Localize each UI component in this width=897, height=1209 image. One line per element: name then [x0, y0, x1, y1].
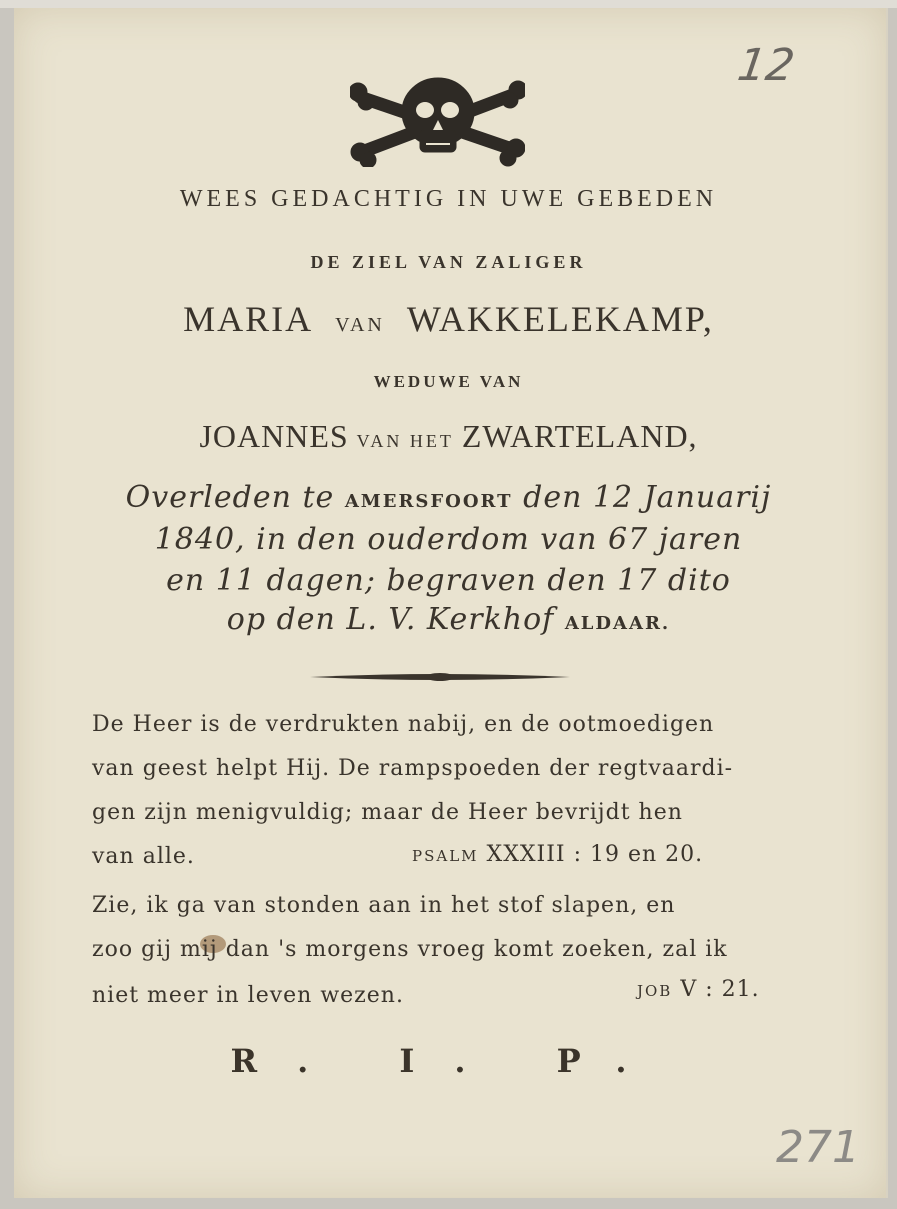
- skull-crossbones-icon: [350, 72, 525, 167]
- heading-soul: DE ZIEL VAN ZALIGER: [310, 252, 587, 272]
- psalm-line-2: van geest helpt Hij. De rampspoeden der regtvaardi-: [92, 756, 734, 781]
- rip-text: R. I. P.: [230, 1042, 667, 1080]
- death-line-1a: Overleden te: [125, 480, 335, 515]
- scan-edge: [0, 0, 897, 8]
- psalm-ref-verse: XXXIII : 19 en 20.: [486, 842, 704, 867]
- death-line-2: 1840, in den ouderdom van 67 jaren: [154, 522, 743, 557]
- deceased-van: VAN: [335, 314, 385, 336]
- deceased-last-name: WAKKELEKAMP,: [406, 299, 714, 339]
- job-quote: [92, 893, 837, 1023]
- job-line-2: zoo gij mij dan 's morgens vroeg komt zoeken, zal ik: [92, 937, 728, 962]
- death-date: den 12 Januarij: [523, 480, 772, 515]
- handwritten-catalog-number: 271: [776, 1122, 860, 1173]
- psalm-ref-book: PSALM: [412, 847, 479, 865]
- death-line-4: [0, 602, 897, 637]
- psalm-line-1: De Heer is de verdrukten nabij, en de ootmoedigen: [92, 712, 715, 737]
- husband-first-name: JOANNES: [199, 418, 349, 454]
- husband-van-het: VAN HET: [356, 431, 454, 451]
- husband-name: [0, 418, 897, 455]
- psalm-reference: [412, 842, 703, 867]
- job-ref-book: JOB: [637, 982, 673, 1000]
- job-ref-verse: V : 21.: [680, 977, 760, 1002]
- psalm-line-4: van alle.: [92, 844, 195, 869]
- job-line-3: niet meer in leven wezen.: [92, 983, 404, 1008]
- heading-pray: WEES GEDACHTIG IN UWE GEBEDEN: [179, 186, 718, 212]
- husband-last-name: ZWARTELAND,: [461, 418, 698, 454]
- psalm-quote: [92, 712, 837, 882]
- burial-aldaar: ALDAAR.: [564, 613, 671, 634]
- death-place: AMERSFOORT: [344, 491, 513, 512]
- burial-place: op den L. V. Kerkhof: [226, 602, 555, 637]
- deceased-name: [0, 298, 897, 340]
- job-line-1: Zie, ik ga van stonden aan in het stof slapen, en: [92, 893, 676, 918]
- psalm-line-3: gen zijn menigvuldig; maar de Heer bevrijdt hen: [92, 800, 683, 825]
- deceased-first-name: MARIA: [183, 299, 314, 339]
- ornamental-divider: [310, 672, 570, 682]
- widow-label: WEDUWE VAN: [373, 372, 524, 391]
- death-line-3: en 11 dagen; begraven den 17 dito: [166, 563, 731, 598]
- job-reference: [637, 977, 760, 1002]
- handwritten-corner-mark: 12: [734, 40, 798, 91]
- death-line-1: [0, 480, 897, 515]
